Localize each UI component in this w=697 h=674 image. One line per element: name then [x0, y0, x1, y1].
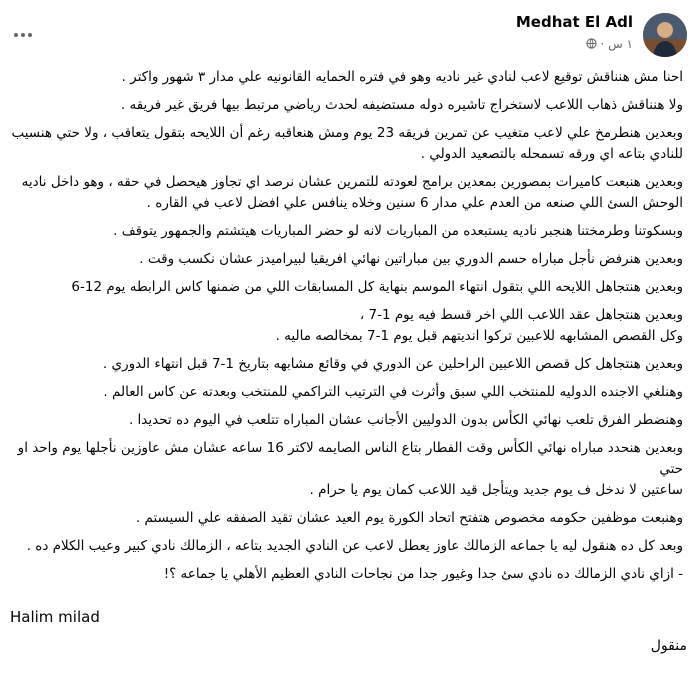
- meta-separator: ·: [600, 37, 605, 51]
- post-paragraph: وبعدين هنتجاهل كل قصص اللاعبين الراحلين عن الدوري في وقائع مشابهه بتاريخ 1-7 قبل انتهاء الدوري .: [102, 356, 683, 372]
- post-paragraph: وبعدين هنبعت كاميرات بمصورين بمعدين برامج لعودته للتمرين عشان نرصد اي تجاوز هيحصل في حقه ، وهو داخل ناديه الوحش السئ اللي صنعه من العدم علي مدار 6 سنين وخلاه ينافس علي افضل لاعب في القاره .: [21, 174, 683, 211]
- post-paragraph: وهنضطر الفرق تلعب نهائي الكأس بدون الدوليين الأجانب عشان المباراه تتلعب في اليوم ده تحديدا .: [128, 412, 683, 428]
- post-paragraph: - ازاي نادي الزمالك ده نادي سئ جدا وغيور جدا من نجاحات النادي العظيم الأهلي يا جماعه ؟!: [163, 566, 683, 582]
- dot-icon: [28, 33, 32, 37]
- post-paragraph: وبسكوتنا وطرمختنا هنجبر ناديه يستبعده من المباريات لانه لو حضر المباريات هيتشتم والجمهور يتوقف .: [113, 223, 683, 239]
- post-paragraph: احنا مش هنناقش توقيع لاعب لنادي غير ناديه وهو في فتره الحمايه القانونيه علي مدار ٣ شهور واكتر .: [121, 69, 683, 85]
- post-paragraph: وهنبعت موظفين حكومه مخصوص هتفتح اتحاد الكورة يوم العيد عشان تقيد الصفقه علي السيستم .: [135, 510, 683, 526]
- dot-icon: [14, 33, 18, 37]
- post-paragraph: وبعدين هنتجاهل اللايحه اللي بتقول انتهاء الموسم بنهاية كل المسابقات اللي من ضمنها كاس الرابطه يوم 12-6: [71, 279, 683, 295]
- post-meta: [583, 37, 633, 51]
- dot-icon: [21, 33, 25, 37]
- post-paragraph: وبعدين هنتجاهل عقد اللاعب اللي اخر قسط فيه يوم 1-7 ، وكل القصص المشابهه للاعبين تركوا انديتهم قبل يوم 1-7 بمخالصه ماليه .: [275, 307, 683, 344]
- post-body: [10, 67, 683, 592]
- post-signature: Halim milad: [10, 608, 100, 626]
- post-paragraph: وبعدين هنطرمخ علي لاعب متغيب عن تمرين فريقه 23 يوم ومش هنعاقبه رغم أن اللايحه بتقول يتعاقب ، ولا حتي هنسيب للنادي بتاعه اي ورقه تسمحله بالتصعيد الدولي .: [11, 125, 683, 162]
- post-paragraph: وهنلغي الاجنده الدوليه للمنتخب اللي سبق وأثرت في الترتيب التراكمي للمنتخب وبعدته عن كاس العالم .: [103, 384, 683, 400]
- post-paragraph: وبعدين هنرفض نأجل مباراه حسم الدوري بين مباراتين نهائي افريقيا لبيراميدز عشان نكسب وقت .: [139, 251, 683, 267]
- post-paragraph: ولا هنناقش ذهاب اللاعب لاستخراج تاشيره دوله مستضيفه لحدث رياضي مرتبط بيها فريق غير فريقه .: [120, 97, 683, 113]
- author-avatar[interactable]: [643, 13, 687, 57]
- post-paragraph: وبعدين هنحدد مباراه نهائي الكأس وقت الفطار بتاع الناس الصايمه لاكتر 16 ساعه عشان مش عاوزين نأجلها يوم واحد او حتي ساعتين لا ندخل ف يوم جديد ويتأجل قيد اللاعب كمان يوم يا حرام .: [17, 440, 683, 498]
- more-options-button[interactable]: [14, 22, 38, 38]
- globe-icon[interactable]: [586, 38, 597, 49]
- post-paragraph: وبعد كل ده هنقول ليه يا جماعه الزمالك عاوز يعطل لاعب عن النادي الجديد بتاعه ، الزمالك نادي كبير وعيب الكلام ده .: [26, 538, 683, 554]
- post-time[interactable]: ١ س: [608, 37, 633, 51]
- post-header: [0, 12, 697, 62]
- shared-label: منقول: [650, 638, 687, 654]
- author-name[interactable]: Medhat El Adl: [515, 13, 633, 31]
